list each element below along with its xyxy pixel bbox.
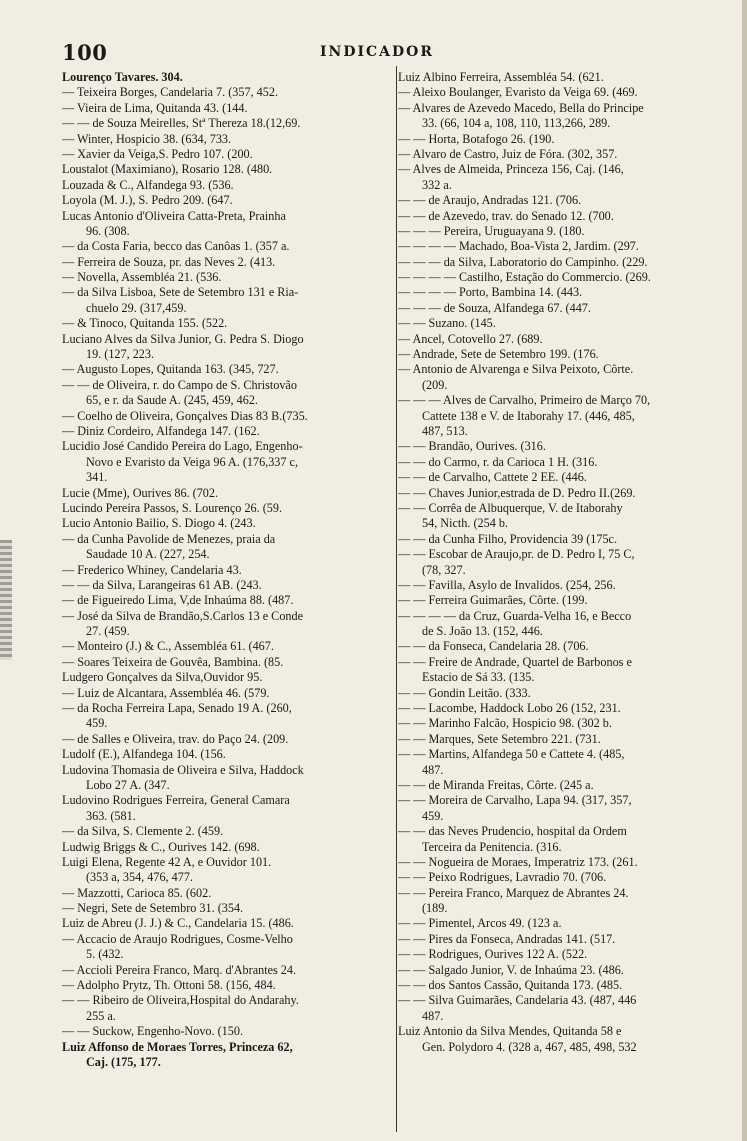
entry-line: — Monteiro (J.) & C., Assembléa 61. (467. bbox=[62, 639, 274, 654]
entry-line: Lobo 27 A. (347. bbox=[86, 777, 170, 792]
entry-line: — — de Oliveira, r. do Campo de S. Christovão bbox=[62, 377, 297, 392]
entry-line: Lucindo Pereira Passos, S. Lourenço 26. (59. bbox=[62, 500, 283, 515]
entry-line: 5. (432. bbox=[86, 947, 124, 962]
entry-line: Lucas Antonio d'Oliveira Catta-Preta, Prainha bbox=[62, 208, 286, 223]
entry-line: (78, 327. bbox=[422, 562, 466, 577]
entry-line: Saudade 10 A. (227, 254. bbox=[86, 547, 210, 562]
entry-line: — — Pires da Fonseca, Andradas 141. (517. bbox=[398, 931, 616, 946]
entry-line: — de Figueiredo Lima, V,de Inhaúma 88. (487. bbox=[62, 593, 294, 608]
entry-line: — da Silva, S. Clemente 2. (459. bbox=[62, 824, 224, 839]
page-number: 100 bbox=[62, 40, 108, 65]
entry-line: 341. bbox=[86, 470, 108, 485]
entry-line: (189. bbox=[422, 901, 448, 916]
entry-line: Novo e Evaristo da Veiga 96 A. (176,337 c, bbox=[86, 454, 298, 469]
entry-line: — & Tinoco, Quitanda 155. (522. bbox=[62, 316, 228, 331]
entry-line: — Teixeira Borges, Candelaria 7. (357, 452. bbox=[62, 85, 278, 100]
entry-line: 33. (66, 104 a, 108, 110, 113,266, 289. bbox=[422, 116, 611, 131]
entry-line: — Augusto Lopes, Quitanda 163. (345, 727. bbox=[62, 362, 279, 377]
entry-line: 65, e r. da Saude A. (245, 459, 462. bbox=[86, 393, 258, 408]
entry-line: — — — — Machado, Boa-Vista 2, Jardim. (297. bbox=[398, 239, 639, 254]
entry-line: 487. bbox=[422, 1008, 444, 1023]
entry-line: — — — da Silva, Laboratorio do Campinho. (229. bbox=[398, 254, 648, 269]
entry-line: — Antonio de Alvarenga e Silva Peixoto, Côrte. bbox=[398, 362, 634, 377]
entry-line: — — Suzano. (145. bbox=[398, 316, 496, 331]
entry-line: — Diniz Cordeiro, Alfandega 147. (162. bbox=[62, 423, 260, 438]
entry-line: — — de Carvalho, Cattete 2 EE. (446. bbox=[398, 470, 587, 485]
entry-line: Gen. Polydoro 4. (328 a, 467, 485, 498, 532 bbox=[422, 1039, 637, 1054]
entry-line: — — — — Castilho, Estação do Commercio. (269. bbox=[398, 270, 651, 285]
entry-line: 19. (127, 223. bbox=[86, 347, 155, 362]
entry-line: (353 a, 354, 476, 477. bbox=[86, 870, 193, 885]
entry-line: — Accioli Pereira Franco, Marq. d'Abrantes 24. bbox=[62, 962, 297, 977]
entry-line: — — Silva Guimarães, Candelaria 43. (487, 446 bbox=[398, 993, 637, 1008]
entry-line: — Negri, Sete de Setembro 31. (354. bbox=[62, 901, 244, 916]
entry-line: — Soares Teixeira de Gouvêa, Bambina. (85. bbox=[62, 654, 284, 669]
entry-line: — — das Neves Prudencio, hospital da Ordem bbox=[398, 824, 627, 839]
entry-line: — — Marques, Sete Setembro 221. (731. bbox=[398, 731, 601, 746]
entry-line: — Coelho de Oliveira, Gonçalves Dias 83 B.(735. bbox=[62, 408, 308, 423]
entry-line: — — Ferreira Guimarães, Côrte. (199. bbox=[398, 593, 588, 608]
entry-line: — Alves de Almeida, Princeza 156, Caj. (146, bbox=[398, 162, 624, 177]
entry-line: — — da Cunha Filho, Providencia 39 (175c. bbox=[398, 531, 618, 546]
entry-line: — — — — Porto, Bambina 14. (443. bbox=[398, 285, 583, 300]
entry-line: Louzada & C., Alfandega 93. (536. bbox=[62, 177, 234, 192]
entry-line: — — Ribeiro de Oliveira,Hospital do Andarahy. bbox=[62, 993, 299, 1008]
entry-line: Loustalot (Maximiano), Rosario 128. (480. bbox=[62, 162, 273, 177]
entry-line: — Alvares de Azevedo Macedo, Bella do Principe bbox=[398, 100, 644, 115]
entry-line: — — — de Souza, Alfandega 67. (447. bbox=[398, 300, 591, 315]
entry-line: 487. bbox=[422, 762, 444, 777]
entry-line: 459. bbox=[422, 808, 444, 823]
entry-line: — — Marinho Falcão, Hospicio 98. (302 b. bbox=[398, 716, 612, 731]
entry-line: Luciano Alves da Silva Junior, G. Pedra S. Diogo bbox=[62, 331, 304, 346]
entry-line: — Novella, Assembléa 21. (536. bbox=[62, 270, 222, 285]
entry-line: Luiz de Abreu (J. J.) & C., Candelaria 15. (486. bbox=[62, 916, 294, 931]
entry-line: — — Suckow, Engenho-Novo. (150. bbox=[62, 1024, 243, 1039]
entry-line: — da Costa Faria, becco das Canôas 1. (357 a. bbox=[62, 239, 290, 254]
entry-line: — Ancel, Cotovello 27. (689. bbox=[398, 331, 543, 346]
page-edge bbox=[742, 0, 747, 1141]
entry-line: Luiz Affonso de Moraes Torres, Princeza 62, bbox=[62, 1039, 293, 1054]
entry-line: 54, Nicth. (254 b. bbox=[422, 516, 508, 531]
entry-line: de S. João 13. (152, 446. bbox=[422, 624, 543, 639]
entry-line: — — Horta, Botafogo 26. (190. bbox=[398, 131, 555, 146]
entry-line: — Adolpho Prytz, Th. Ottoni 58. (156, 484. bbox=[62, 978, 276, 993]
entry-line: Ludgero Gonçalves da Silva,Ouvidor 95. bbox=[62, 670, 263, 685]
entry-line: — José da Silva de Brandão,S.Carlos 13 e Conde bbox=[62, 608, 304, 623]
entry-line: Loyola (M. J.), S. Pedro 209. (647. bbox=[62, 193, 233, 208]
entry-line: — — Brandão, Ourives. (316. bbox=[398, 439, 546, 454]
margin-ink-stain bbox=[0, 540, 12, 660]
entry-line: — — — — da Cruz, Guarda-Velha 16, e Becco bbox=[398, 608, 632, 623]
page-header bbox=[0, 40, 747, 66]
entry-line: Luigi Elena, Regente 42 A, e Ouvidor 101. bbox=[62, 854, 272, 869]
entry-line: Lucidio José Candido Pereira do Lago, Engenho- bbox=[62, 439, 303, 454]
entry-line: — Andrade, Sete de Setembro 199. (176. bbox=[398, 347, 599, 362]
entry-line: — — Peixo Rodrigues, Lavradio 70. (706. bbox=[398, 870, 607, 885]
entry-line: Lucie (Mme), Ourives 86. (702. bbox=[62, 485, 219, 500]
entry-line: — — Chaves Junior,estrada de D. Pedro II.(269. bbox=[398, 485, 636, 500]
entry-line: — Aleixo Boulanger, Evaristo da Veiga 69. (469. bbox=[398, 85, 638, 100]
right-column bbox=[398, 70, 740, 1130]
entry-line: — — — Pereira, Uruguayana 9. (180. bbox=[398, 223, 585, 238]
entry-line: — da Silva Lisboa, Sete de Setembro 131 e Ria- bbox=[62, 285, 299, 300]
entry-line: — — de Miranda Freitas, Côrte. (245 a. bbox=[398, 777, 594, 792]
entry-line: — — Martins, Alfandega 50 e Cattete 4. (485, bbox=[398, 747, 625, 762]
running-title: INDICADOR bbox=[320, 44, 435, 60]
entry-line: — — Freire de Andrade, Quartel de Barbonos e bbox=[398, 654, 632, 669]
entry-line: — — de Azevedo, trav. do Senado 12. (700. bbox=[398, 208, 614, 223]
entry-line: — — de Araujo, Andradas 121. (706. bbox=[398, 193, 582, 208]
entry-line: — da Cunha Pavolide de Menezes, praia da bbox=[62, 531, 276, 546]
entry-line: Ludovina Thomasia de Oliveira e Silva, Haddock bbox=[62, 762, 304, 777]
entry-line: — — da Silva, Larangeiras 61 AB. (243. bbox=[62, 577, 262, 592]
left-column bbox=[62, 70, 394, 1130]
entry-line: — Winter, Hospicio 38. (634, 733. bbox=[62, 131, 232, 146]
entry-line: Luiz Albino Ferreira, Assembléa 54. (621. bbox=[398, 70, 604, 84]
entry-line: Ludwig Briggs & C., Ourives 142. (698. bbox=[62, 839, 260, 854]
entry-line: — de Salles e Oliveira, trav. do Paço 24. (209. bbox=[62, 731, 289, 746]
entry-line: Lucio Antonio Bailio, S. Diogo 4. (243. bbox=[62, 516, 256, 531]
entry-line: Caj. (175, 177. bbox=[86, 1055, 161, 1069]
entry-line: Ludolf (E.), Alfandega 104. (156. bbox=[62, 747, 226, 762]
entry-line: — — de Souza Meirelles, Stª Thereza 18.(12,69. bbox=[62, 116, 301, 131]
entry-line: — — Pimentel, Arcos 49. (123 a. bbox=[398, 916, 562, 931]
entry-line: Terceira da Penitencia. (316. bbox=[422, 839, 562, 854]
entry-line: — Ferreira de Souza, pr. das Neves 2. (413. bbox=[62, 254, 276, 269]
entry-line: 459. bbox=[86, 716, 108, 731]
entry-line: Estacio de Sá 33. (135. bbox=[422, 670, 535, 685]
entry-line: — — Salgado Junior, V. de Inhaúma 23. (486. bbox=[398, 962, 624, 977]
column-divider bbox=[396, 66, 397, 1132]
entry-line: Cattete 138 e V. de Itaborahy 17. (446, 485, bbox=[422, 408, 635, 423]
entry-line: — Xavier da Veiga,S. Pedro 107. (200. bbox=[62, 146, 253, 161]
entry-line: — — Escobar de Araujo,pr. de D. Pedro I, 75 C, bbox=[398, 547, 635, 562]
entry-line: — — Lacombe, Haddock Lobo 26 (152, 231. bbox=[398, 701, 621, 716]
entry-line: 332 a. bbox=[422, 177, 452, 192]
entry-line: — — Favilla, Asylo de Invalidos. (254, 256. bbox=[398, 577, 616, 592]
entry-line: 27. (459. bbox=[86, 624, 130, 639]
entry-line: Lourenço Tavares. 304. bbox=[62, 70, 183, 84]
entry-line: Luiz Antonio da Silva Mendes, Quitanda 58 e bbox=[398, 1024, 622, 1039]
entry-line: — — — Alves de Carvalho, Primeiro de Março 70, bbox=[398, 393, 651, 408]
entry-line: 96. (308. bbox=[86, 223, 130, 238]
entry-line: — — Pereira Franco, Marquez de Abrantes 24. bbox=[398, 885, 629, 900]
entry-line: 487, 513. bbox=[422, 423, 468, 438]
entry-line: — Mazzotti, Carioca 85. (602. bbox=[62, 885, 212, 900]
entry-line: — — Nogueira de Moraes, Imperatriz 173. (261. bbox=[398, 854, 638, 869]
entry-line: chuelo 29. (317,459. bbox=[86, 300, 187, 315]
entry-line: — da Rocha Ferreira Lapa, Senado 19 A. (260, bbox=[62, 701, 292, 716]
entry-line: 255 a. bbox=[86, 1008, 116, 1023]
entry-line: — — do Carmo, r. da Carioca 1 H. (316. bbox=[398, 454, 598, 469]
entry-line: — Frederico Whiney, Candelaria 43. bbox=[62, 562, 242, 577]
entry-line: — — dos Santos Cassão, Quitanda 173. (485. bbox=[398, 978, 623, 993]
entry-line: — Vieira de Lima, Quitanda 43. (144. bbox=[62, 100, 248, 115]
entry-line: — Accacio de Araujo Rodrigues, Cosme-Velho bbox=[62, 931, 293, 946]
entry-line: — — da Fonseca, Candelaria 28. (706. bbox=[398, 639, 589, 654]
entry-line: Ludovino Rodrigues Ferreira, General Camara bbox=[62, 793, 290, 808]
entry-line: (209. bbox=[422, 377, 448, 392]
entry-line: — — Corrêa de Albuquerque, V. de Itaborahy bbox=[398, 500, 623, 515]
entry-line: — — Gondin Leitão. (333. bbox=[398, 685, 531, 700]
entry-line: — Alvaro de Castro, Juiz de Fóra. (302, 357. bbox=[398, 146, 618, 161]
entry-line: 363. (581. bbox=[86, 808, 136, 823]
entry-line: — — Moreira de Carvalho, Lapa 94. (317, 357, bbox=[398, 793, 632, 808]
entry-line: — — Rodrigues, Ourives 122 A. (522. bbox=[398, 947, 588, 962]
entry-line: — Luiz de Alcantara, Assembléa 46. (579. bbox=[62, 685, 270, 700]
